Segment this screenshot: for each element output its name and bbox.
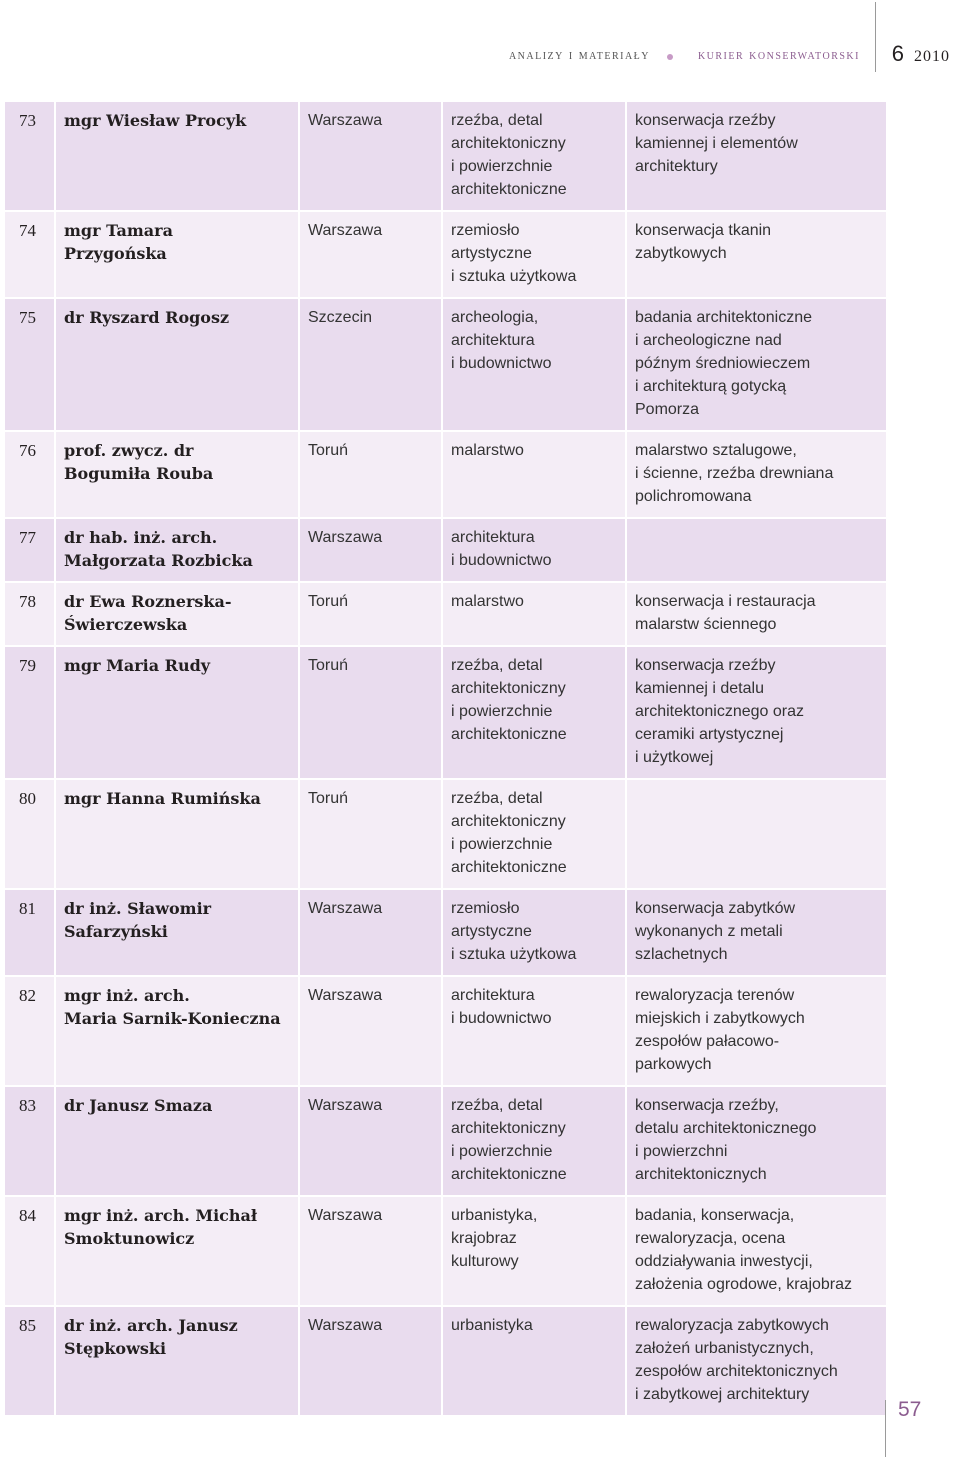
row-number-cell — [5, 977, 54, 1085]
expert-scope-cell — [627, 1087, 886, 1195]
expert-scope: konserwacja rzeźby kamiennej i elementów architektury — [635, 112, 798, 175]
table-row — [5, 102, 886, 210]
expert-specialty: archeologia, architektura i budownictwo — [451, 309, 552, 372]
footer-divider — [885, 1400, 886, 1457]
expert-name-cell — [56, 519, 298, 581]
expert-name: dr inż. arch. Janusz Stępkowski — [64, 1316, 238, 1358]
expert-city: Warszawa — [308, 1317, 383, 1334]
expert-city: Warszawa — [308, 112, 383, 129]
row-number: 84 — [19, 1206, 36, 1225]
expert-specialty: malarstwo — [451, 442, 524, 459]
expert-name-cell — [56, 977, 298, 1085]
expert-city: Warszawa — [308, 900, 383, 917]
expert-name-cell — [56, 647, 298, 778]
expert-city-cell — [300, 1307, 441, 1415]
expert-name: dr Janusz Smaza — [64, 1096, 213, 1115]
expert-name: dr Ewa Roznerska- Świerczewska — [64, 592, 232, 634]
expert-name: dr hab. inż. arch. Małgorzata Rozbicka — [64, 528, 253, 570]
expert-name: dr inż. Sławomir Safarzyński — [64, 899, 212, 941]
expert-specialty: architektura i budownictwo — [451, 987, 552, 1027]
table-row — [5, 647, 886, 778]
expert-specialty-cell — [443, 977, 625, 1085]
table-row — [5, 519, 886, 581]
expert-name-cell — [56, 780, 298, 888]
expert-city: Toruń — [308, 657, 349, 674]
table-row — [5, 1307, 886, 1415]
expert-city: Warszawa — [308, 1097, 383, 1114]
expert-name-cell — [56, 1197, 298, 1305]
experts-table-body — [5, 102, 886, 1415]
expert-specialty: rzeźba, detal architektoniczny i powierzchnie architektoniczne — [451, 1097, 567, 1183]
row-number-cell — [5, 212, 54, 297]
expert-scope-cell — [627, 1197, 886, 1305]
expert-specialty-cell — [443, 102, 625, 210]
expert-name: mgr Tamara Przygońska — [64, 221, 173, 263]
expert-name: mgr inż. arch. Maria Sarnik-Konieczna — [64, 986, 281, 1028]
expert-specialty-cell — [443, 780, 625, 888]
expert-specialty: urbanistyka, krajobraz kulturowy — [451, 1207, 538, 1270]
row-number-cell — [5, 890, 54, 975]
expert-scope: badania architektoniczne i archeologiczne nad późnym średniowieczem i architekturą gotycką Pomorza — [635, 309, 813, 418]
row-number: 74 — [19, 221, 36, 240]
expert-city-cell — [300, 102, 441, 210]
page-number: 57 — [898, 1398, 922, 1421]
expert-scope-cell — [627, 780, 886, 888]
expert-scope-cell — [627, 647, 886, 778]
expert-specialty-cell — [443, 1087, 625, 1195]
expert-specialty: rzeźba, detal architektoniczny i powierzchnie architektoniczne — [451, 112, 567, 198]
expert-name: dr Ryszard Rogosz — [64, 308, 230, 327]
expert-city-cell — [300, 1197, 441, 1305]
expert-city-cell — [300, 780, 441, 888]
expert-city-cell — [300, 890, 441, 975]
expert-name-cell — [56, 299, 298, 430]
row-number: 77 — [19, 528, 36, 547]
table-row — [5, 1087, 886, 1195]
expert-name: mgr Hanna Rumińska — [64, 789, 261, 808]
row-number: 81 — [19, 899, 36, 918]
expert-city-cell — [300, 583, 441, 645]
expert-name: prof. zwycz. dr Bogumiła Rouba — [64, 441, 214, 483]
expert-specialty-cell — [443, 299, 625, 430]
expert-scope-cell — [627, 977, 886, 1085]
expert-name-cell — [56, 1087, 298, 1195]
expert-specialty: rzemiosło artystyczne i sztuka użytkowa — [451, 222, 577, 285]
expert-scope-cell — [627, 212, 886, 297]
row-number-cell — [5, 780, 54, 888]
table-row — [5, 890, 886, 975]
expert-specialty-cell — [443, 583, 625, 645]
expert-specialty: rzeźba, detal architektoniczny i powierzchnie architektoniczne — [451, 657, 567, 743]
expert-specialty: malarstwo — [451, 593, 524, 610]
expert-scope: rewaloryzacja terenów miejskich i zabytkowych zespołów pałacowo- parkowych — [635, 987, 805, 1073]
row-number: 82 — [19, 986, 36, 1005]
expert-scope: badania, konserwacja, rewaloryzacja, ocena oddziaływania inwestycji, założenia ogrodowe, krajobraz — [635, 1207, 853, 1293]
table-row — [5, 432, 886, 517]
expert-specialty: rzeźba, detal architektoniczny i powierzchnie architektoniczne — [451, 790, 567, 876]
row-number-cell — [5, 102, 54, 210]
expert-city-cell — [300, 432, 441, 517]
row-number: 83 — [19, 1096, 36, 1115]
expert-specialty-cell — [443, 212, 625, 297]
expert-scope: konserwacja rzeźby kamiennej i detalu architektonicznego oraz ceramiki artystycznej i użytkowej — [635, 657, 804, 766]
row-number-cell — [5, 1197, 54, 1305]
expert-city: Warszawa — [308, 1207, 383, 1224]
expert-scope-cell — [627, 583, 886, 645]
expert-specialty: rzemiosło artystyczne i sztuka użytkowa — [451, 900, 577, 963]
row-number-cell — [5, 647, 54, 778]
expert-name: mgr Wiesław Procyk — [64, 111, 247, 130]
expert-city-cell — [300, 977, 441, 1085]
expert-scope-cell — [627, 299, 886, 430]
experts-table — [3, 100, 888, 1417]
table-row — [5, 583, 886, 645]
table-row — [5, 977, 886, 1085]
row-number: 78 — [19, 592, 36, 611]
section-title: analizy i materiały — [508, 48, 650, 63]
expert-city-cell — [300, 212, 441, 297]
expert-scope: malarstwo sztalugowe, i ścienne, rzeźba drewniana polichromowana — [635, 442, 834, 505]
expert-specialty-cell — [443, 1307, 625, 1415]
expert-name-cell — [56, 212, 298, 297]
issue-number: 6 — [891, 41, 904, 66]
expert-city-cell — [300, 647, 441, 778]
row-number: 80 — [19, 789, 36, 808]
bullet-dot-icon — [667, 54, 673, 60]
table-row — [5, 780, 886, 888]
expert-city: Toruń — [308, 593, 349, 610]
expert-scope-cell — [627, 519, 886, 581]
expert-scope: konserwacja zabytków wykonanych z metali szlachetnych — [635, 900, 796, 963]
expert-specialty-cell — [443, 432, 625, 517]
expert-name-cell — [56, 432, 298, 517]
expert-name: mgr inż. arch. Michał Smoktunowicz — [64, 1206, 258, 1248]
row-number-cell — [5, 299, 54, 430]
row-number-cell — [5, 1307, 54, 1415]
row-number-cell — [5, 583, 54, 645]
expert-city: Toruń — [308, 790, 349, 807]
expert-city-cell — [300, 519, 441, 581]
expert-name-cell — [56, 583, 298, 645]
expert-specialty-cell — [443, 519, 625, 581]
header-divider — [875, 2, 876, 72]
row-number: 85 — [19, 1316, 36, 1335]
expert-specialty: urbanistyka — [451, 1317, 533, 1334]
expert-city: Szczecin — [308, 309, 373, 326]
expert-specialty-cell — [443, 890, 625, 975]
expert-city: Toruń — [308, 442, 349, 459]
expert-name-cell — [56, 890, 298, 975]
expert-name-cell — [56, 1307, 298, 1415]
expert-specialty: architektura i budownictwo — [451, 529, 552, 569]
expert-city: Warszawa — [308, 529, 383, 546]
publication-title: kurier konserwatorski — [697, 48, 860, 63]
expert-city: Warszawa — [308, 987, 383, 1004]
expert-scope: konserwacja rzeźby, detalu architektonicznego i powierzchni architektonicznych — [635, 1097, 817, 1183]
row-number-cell — [5, 432, 54, 517]
row-number-cell — [5, 519, 54, 581]
table-row — [5, 212, 886, 297]
row-number: 76 — [19, 441, 36, 460]
expert-city: Warszawa — [308, 222, 383, 239]
expert-specialty-cell — [443, 647, 625, 778]
table-row — [5, 299, 886, 430]
expert-scope-cell — [627, 102, 886, 210]
page-header — [0, 41, 950, 74]
expert-scope-cell — [627, 1307, 886, 1415]
expert-scope-cell — [627, 890, 886, 975]
expert-city-cell — [300, 299, 441, 430]
issue-year: 2010 — [914, 48, 950, 65]
expert-scope-cell — [627, 432, 886, 517]
expert-name-cell — [56, 102, 298, 210]
row-number-cell — [5, 1087, 54, 1195]
row-number: 75 — [19, 308, 36, 327]
expert-name: mgr Maria Rudy — [64, 656, 211, 675]
expert-specialty-cell — [443, 1197, 625, 1305]
expert-scope: konserwacja tkanin zabytkowych — [635, 222, 772, 262]
expert-scope: konserwacja i restauracja malarstw ściennego — [635, 593, 816, 633]
row-number: 73 — [19, 111, 36, 130]
expert-city-cell — [300, 1087, 441, 1195]
expert-scope: rewaloryzacja zabytkowych założeń urbanistycznych, zespołów architektonicznych i zabytkowej architektury — [635, 1317, 838, 1403]
table-row — [5, 1197, 886, 1305]
row-number: 79 — [19, 656, 36, 675]
